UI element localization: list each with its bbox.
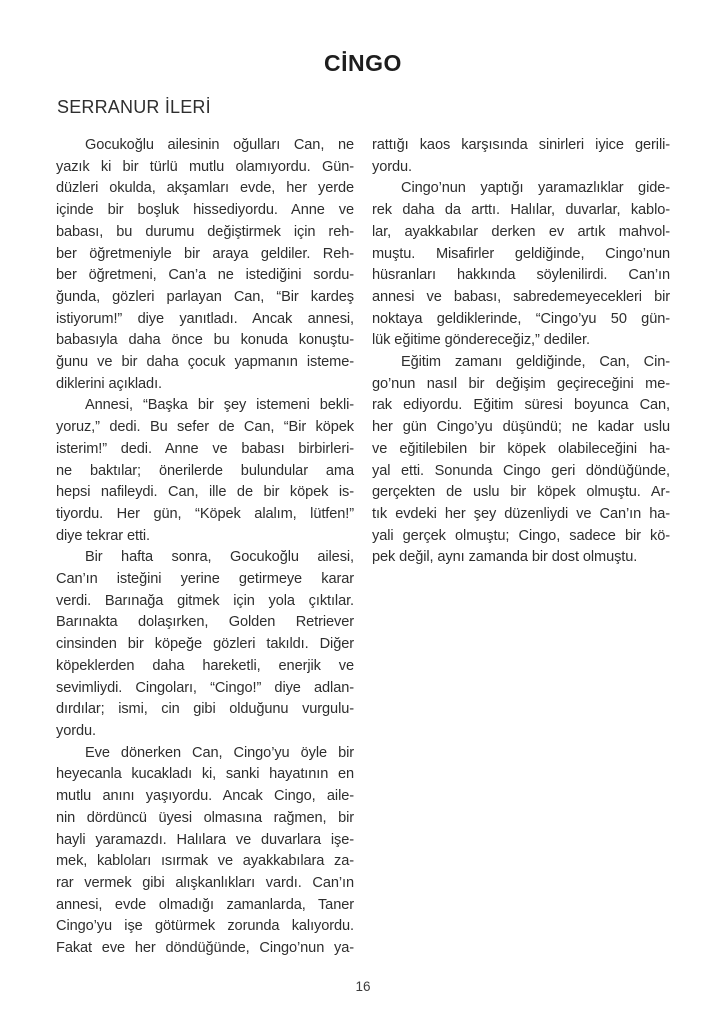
paragraph (372, 352, 670, 569)
text-columns (56, 135, 670, 960)
paragraph (372, 135, 670, 178)
text-line: nin dördüncü üyesi olmasına rağmen, bir (56, 809, 354, 826)
text-line: hepsi nafileydi. Can, ille de bir köpek is- (56, 484, 354, 501)
paragraph (56, 135, 354, 395)
text-line: köpeklerden daha hareketli, enerjik ve (56, 657, 354, 674)
text-line: gerçekten de uslu bir köpek olmuştu. Ar- (372, 484, 670, 501)
text-line: rattığı kaos karşısında sinirleri iyice gerili- (372, 137, 670, 153)
text-line: Fakat eve her döndüğünde, Cingo’nun ya- (56, 940, 354, 957)
text-line: rek daha da arttı. Halılar, duvarlar, kablo- (372, 202, 670, 219)
text-line: istiyorum!” diye yanıtladı. Ancak annesi, (56, 310, 354, 327)
text-line: lük eğitime göndereceğiz,” dediler. (372, 332, 590, 349)
text-line: cinsinden bir köpeğe gözleri takıldı. Diğer (56, 636, 354, 653)
text-line: muştu. Misafirler geldiğinde, Cingo’nun (372, 245, 670, 262)
text-line: noktaya geldiklerinde, “Cingo’yu 50 gün- (372, 310, 670, 327)
text-line: diye tekrar etti. (56, 527, 151, 544)
text-line: ber öğretmeniyle bir araya geldiler. Reh- (56, 245, 354, 262)
paragraph (372, 178, 670, 352)
text-line: Cingo’nun yaptığı yaramazlıklar gide- (401, 180, 670, 197)
text-line: Barınakta dolaşırken, Golden Retriever (56, 614, 354, 631)
text-line: hüsranları hakkında söylenilirdi. Can’ın (372, 267, 670, 284)
text-line: tık evdeki her şey düzenliydi ve Can’ın ha- (372, 505, 670, 522)
text-line: Bir hafta sonra, Gocukoğlu ailesi, (85, 549, 354, 566)
text-line: verdi. Barınağa gitmek için yola çıktılar. (56, 592, 354, 609)
text-line: yoruz,” dedi. Bu sefer de Can, “Bir köpek (56, 419, 354, 436)
text-line: ber öğretmeni, Can’a ne istediğini sordu- (56, 267, 354, 284)
text-line: tiyordu. Her gün, “Köpek alalım, lütfen!” (56, 505, 354, 522)
text-line: yal etti. Sonunda Cingo geri döndüğünde, (372, 462, 670, 479)
text-line: babası, bu durumu değiştirmek için reh- (56, 223, 354, 240)
text-line: lar, ayakkabılar derken ev artık mahvol- (372, 223, 670, 240)
author-name: SERRANUR İLERİ (57, 97, 211, 117)
text-line: yali gerçek olmuştu; Cingo, sadece bir kö- (372, 527, 670, 544)
text-line: go’nun nasıl bir değişim geçireceğini me- (372, 375, 670, 392)
text-line: mek, kabloları ısırmak ve ayakkabılara za- (56, 853, 354, 870)
text-line: mutlu anını yaşıyordu. Ancak Cingo, aile- (56, 788, 354, 805)
text-line: yazık ki bir türlü mutlu olamıyordu. Gün- (56, 158, 354, 175)
text-line: Cingo’yu işe götürmek zorunda kalıyordu. (56, 918, 354, 935)
text-line: yordu. (56, 722, 96, 739)
text-line: diklerini açıkladı. (56, 375, 162, 392)
paragraph (56, 743, 354, 960)
text-line: ğunda, gözleri parlayan Can, “Bir kardeş (56, 288, 354, 305)
text-line: Can’ın isteğini yerine getirmeye karar (56, 571, 354, 588)
text-line: düzleri okulda, akşamları evde, her yerde (56, 180, 354, 197)
text-column-right (372, 135, 670, 960)
text-line: babasıyla daha önce bu konuda konuştu- (56, 332, 354, 349)
text-line: isterim!” dedi. Anne ve babası birbirleri- (56, 440, 354, 457)
text-line: yordu. (372, 158, 412, 175)
text-line: sevimliydi. Cingoları, “Cingo!” diye adlan- (56, 679, 354, 696)
text-line: annesi, evde olmadığı zamanlarda, Taner (56, 896, 354, 913)
text-line: Annesi, “Başka bir şey istemeni bekli- (85, 397, 354, 414)
text-line: ğunu ve bir daha çocuk yapmanın isteme- (56, 354, 354, 371)
paragraph (56, 547, 354, 742)
text-line: dırdılar; ismi, cin gibi olduğunu vurgulu- (56, 701, 354, 718)
text-line: rar vermek gibi alışkanlıkları vardı. Can’ın (56, 874, 354, 891)
text-line: Eve dönerken Can, Cingo’yu öyle bir (85, 744, 354, 761)
page-number: 16 (355, 979, 371, 994)
text-column-left (56, 135, 354, 960)
text-line: içinde bir boşluk hissediyordu. Anne ve (56, 202, 354, 219)
text-line: Gocukoğlu ailesinin oğulları Can, ne (85, 137, 354, 153)
text-line: heyecanla kucakladı ki, sanki hayatının en (56, 766, 354, 783)
text-line: hayli yaramazdı. Halılara ve duvarlara işe- (56, 831, 354, 848)
text-line: annesi ve babası, sabredemeyecekleri bir (372, 288, 670, 305)
page-title: CİNGO (324, 50, 402, 76)
text-line: ne baktılar; önerilerde bulundular ama (56, 462, 354, 479)
text-line: pek değil, aynı zamanda bir dost olmuştu. (372, 549, 638, 566)
text-line: rak ediyordu. Eğitim süresi boyunca Can, (372, 397, 670, 414)
text-line: ve eğitilebilen bir köpek olabileceğini ha- (372, 440, 670, 457)
text-line: Eğitim zamanı geldiğinde, Can, Cin- (401, 354, 670, 371)
text-line: her gün Cingo’yu düşündü; ne kadar uslu (372, 419, 670, 436)
paragraph (56, 395, 354, 547)
